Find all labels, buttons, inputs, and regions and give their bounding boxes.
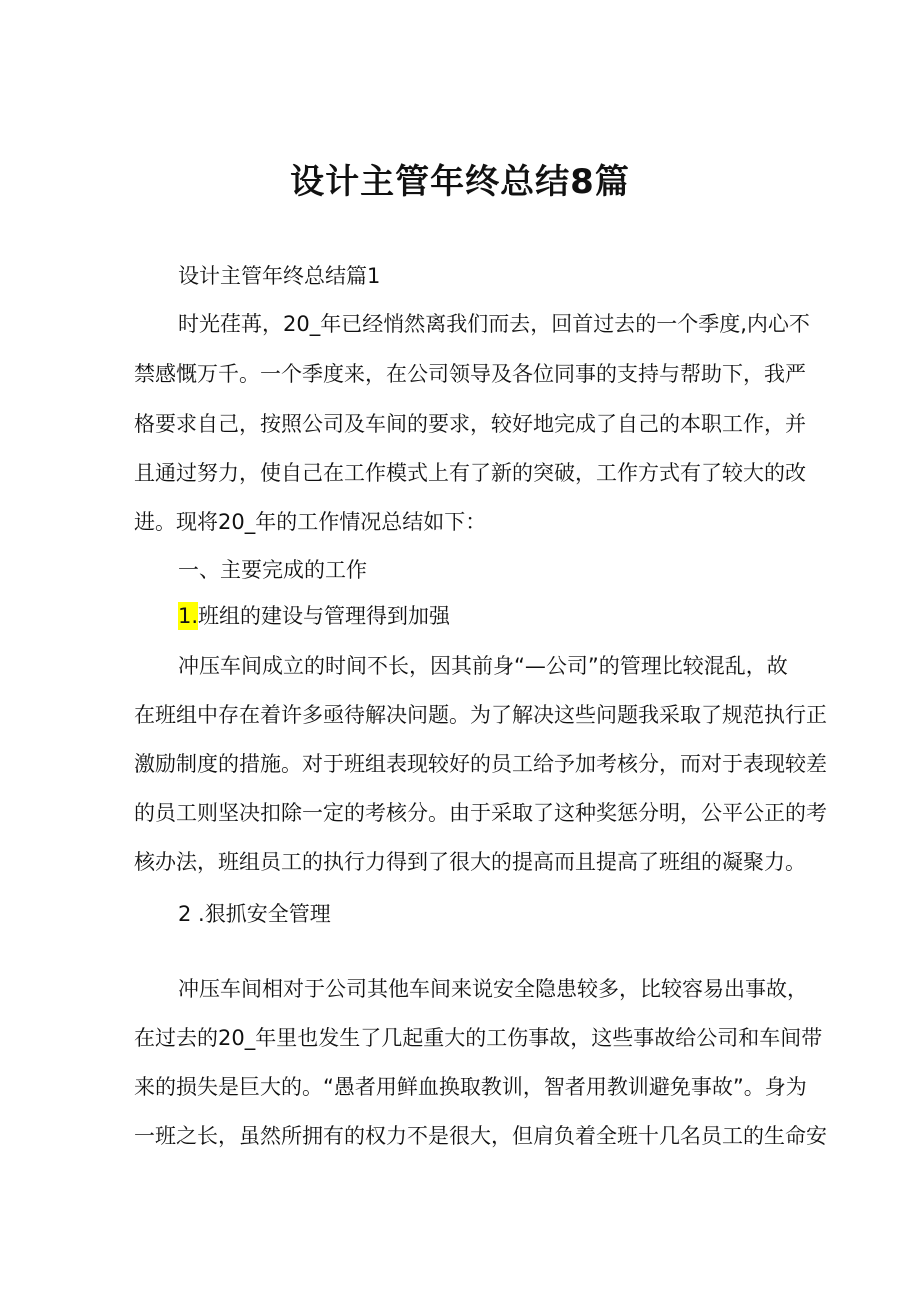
highlighted-number: 1.	[178, 604, 199, 628]
subheading-text: 班组的建设与管理得到加强	[198, 604, 451, 628]
paragraph-line: 冲压车间成立的时间不长，因其前身“—公司”的管理比较混乱，故	[178, 654, 788, 678]
paragraph-line: 激励制度的措施。对于班组表现较好的员工给予加考核分，而对于表现较差	[134, 752, 827, 776]
paragraph-line: 核办法，班组员工的执行力得到了很大的提高而且提高了班组的凝聚力。	[134, 850, 806, 874]
paragraph-line: 在过去的20_年里也发生了几起重大的工伤事故，这些事故给公司和车间带	[134, 1026, 823, 1050]
paragraph-line: 的员工则坚决扣除一定的考核分。由于采取了这种奖惩分明，公平公正的考	[134, 801, 827, 825]
paragraph-line: 禁感慨万千。一个季度来，在公司领导及各位同事的支持与帮助下，我严	[134, 362, 806, 386]
document-title: 设计主管年终总结8篇	[290, 162, 630, 202]
paragraph-line: 冲压车间相对于公司其他车间来说安全隐患较多，比较容易出事故，	[178, 977, 808, 1001]
heading-main-work: 一、主要完成的工作	[178, 558, 367, 582]
paragraph-line: 且通过努力，使自己在工作模式上有了新的突破，工作方式有了较大的改	[134, 461, 806, 485]
section-heading: 设计主管年终总结篇1	[178, 264, 381, 288]
subheading-team-building	[178, 602, 450, 630]
paragraph-line: 格要求自己，按照公司及车间的要求，较好地完成了自己的本职工作，并	[134, 412, 806, 436]
paragraph-line: 一班之长，虽然所拥有的权力不是很大，但肩负着全班十几名员工的生命安	[134, 1124, 827, 1148]
subheading-safety: 2 .狠抓安全管理	[178, 902, 331, 926]
paragraph-line: 时光荏苒，20_年已经悄然离我们而去，回首过去的一个季度,内心不	[178, 312, 810, 336]
paragraph-line: 在班组中存在着许多亟待解决问题。为了解决这些问题我采取了规范执行正	[134, 703, 827, 727]
paragraph-line: 进。现将20_年的工作情况总结如下：	[134, 510, 487, 534]
paragraph-line: 来的损失是巨大的。“愚者用鲜血换取教训，智者用教训避免事故”。身为	[134, 1075, 807, 1099]
